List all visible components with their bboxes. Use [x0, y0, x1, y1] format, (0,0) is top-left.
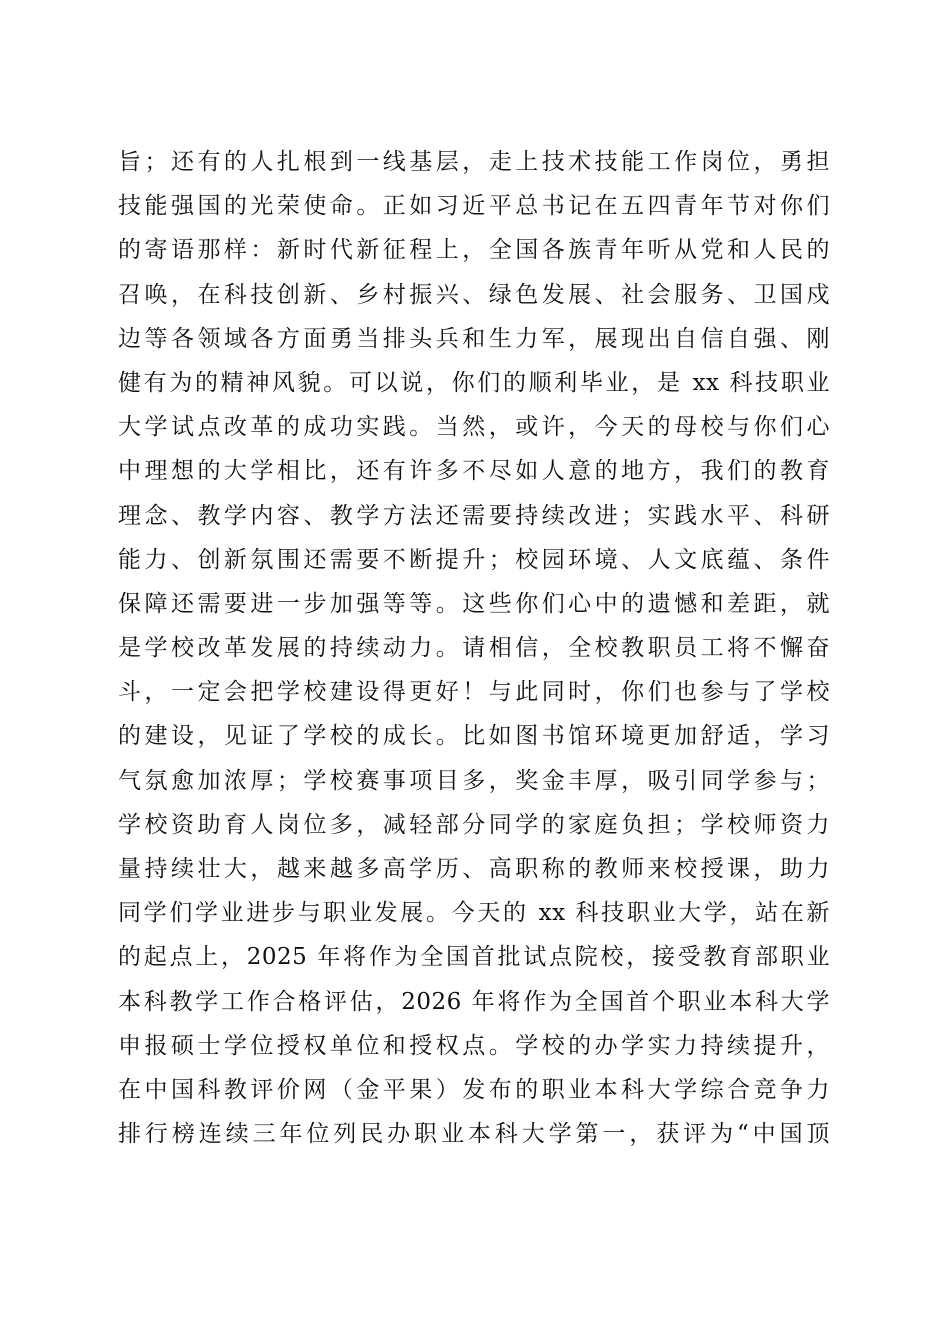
text-line: 排行榜连续三年位列民办职业本科大学第一，获评为“中国顶: [118, 1121, 830, 1148]
text-line: 量持续壮大，越来越多高学历、高职称的教师来校授课，助力: [118, 856, 830, 882]
text-line: 本科教学工作合格评估，2026 年将作为全国首个职业本科大学: [118, 988, 830, 1015]
text-line: 能力、创新氛围还需要不断提升；校园环境、人文底蕴、条件: [118, 546, 830, 573]
text-line: 旨；还有的人扎根到一线基层，走上技术技能工作岗位，勇担: [118, 149, 830, 175]
text-line: 大学试点改革的成功实践。当然，或许，今天的母校与你们心: [118, 414, 830, 441]
text-line: 边等各领域各方面勇当排头兵和生力军，展现出自信自强、刚: [118, 325, 830, 352]
text-line: 同学们学业进步与职业发展。今天的 xx 科技职业大学，站在新: [118, 900, 830, 927]
text-line: 气氛愈加浓厚；学校赛事项目多，奖金丰厚，吸引同学参与；: [118, 767, 830, 794]
text-line: 是学校改革发展的持续动力。请相信，全校教职员工将不懈奋: [118, 635, 830, 662]
text-line: 学校资助育人岗位多，减轻部分同学的家庭负担；学校师资力: [118, 811, 830, 838]
text-line: 保障还需要进一步加强等等。这些你们心中的遗憾和差距，就: [118, 590, 830, 617]
text-line: 理念、教学内容、教学方法还需要持续改进；实践水平、科研: [118, 502, 830, 529]
text-line: 的建设，见证了学校的成长。比如图书馆环境更加舒适，学习: [118, 723, 830, 750]
text-line: 的起点上，2025 年将作为全国首批试点院校，接受教育部职业: [118, 944, 830, 971]
text-line: 在中国科教评价网（金平果）发布的职业本科大学综合竞争力: [118, 1076, 830, 1103]
text-line: 技能强国的光荣使命。正如习近平总书记在五四青年节对你们: [118, 193, 830, 220]
text-line: 的寄语那样：新时代新征程上，全国各族青年听从党和人民的: [118, 237, 830, 264]
text-line: 健有为的精神风貌。可以说，你们的顺利毕业，是 xx 科技职业: [118, 369, 830, 396]
text-line: 申报硕士学位授权单位和授权点。学校的办学实力持续提升，: [118, 1032, 830, 1059]
text-line: 中理想的大学相比，还有许多不尽如人意的地方，我们的教育: [118, 458, 830, 485]
text-line: 召唤，在科技创新、乡村振兴、绿色发展、社会服务、卫国戍: [118, 281, 830, 308]
body-paragraph: [118, 140, 830, 1156]
text-line: 斗，一定会把学校建设得更好！与此同时，你们也参与了学校: [118, 679, 830, 706]
